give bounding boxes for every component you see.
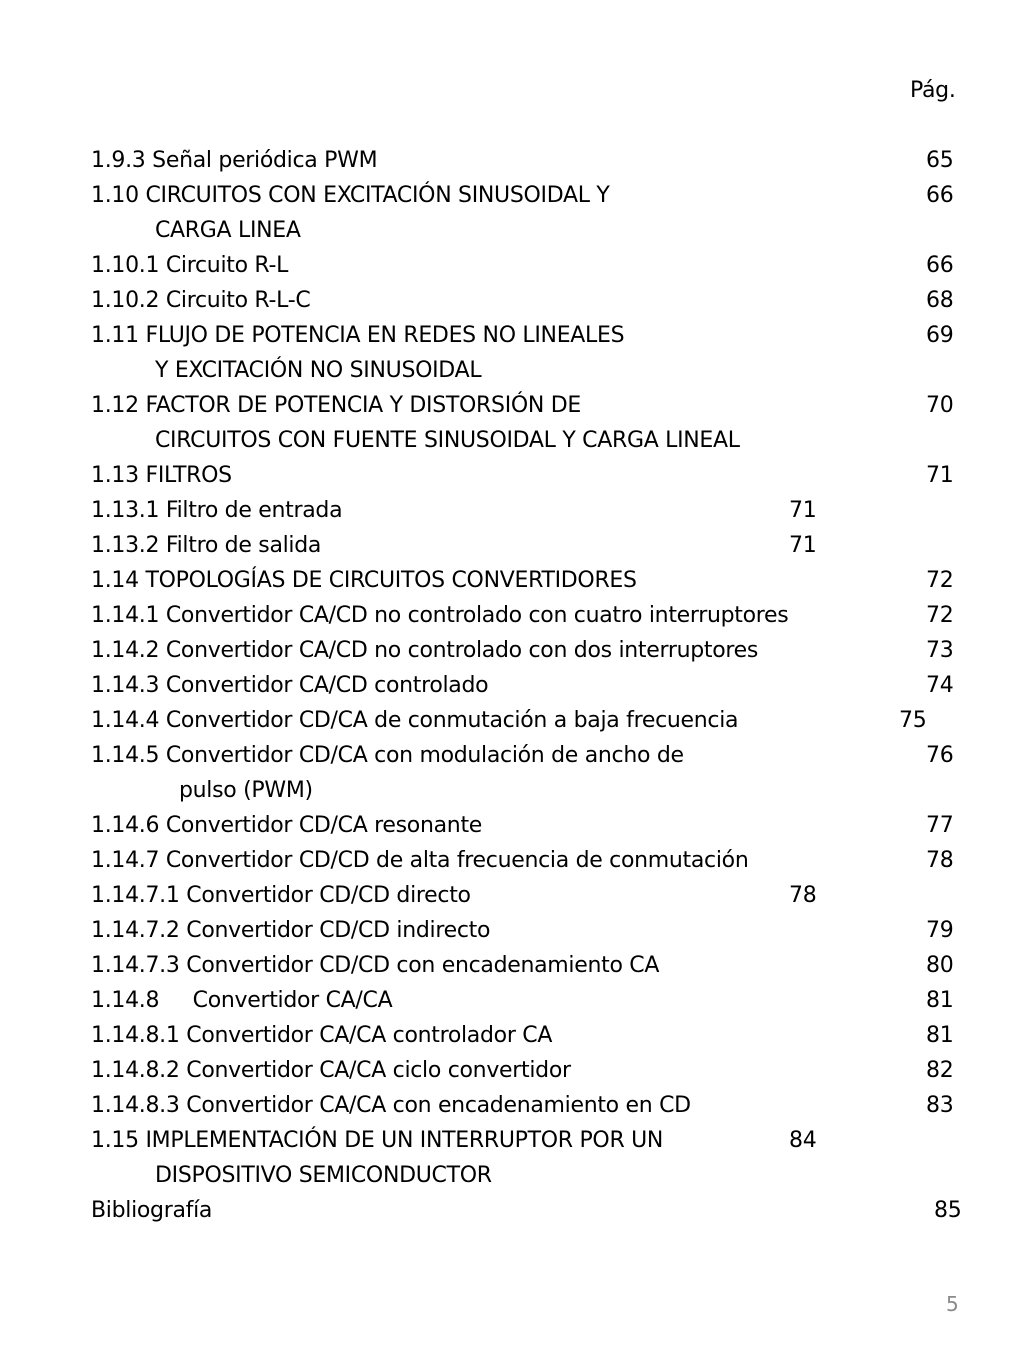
- toc-entry-page: 79: [926, 918, 954, 943]
- toc-entry-text: DISPOSITIVO SEMICONDUCTOR: [155, 1163, 492, 1188]
- toc-entry-page: 73: [926, 638, 954, 663]
- toc-entry-page: 75: [899, 708, 927, 733]
- toc-entry-text: 1.14.1 Convertidor CA/CD no controlado con cuatro interruptores: [91, 603, 789, 628]
- toc-entry-page: 72: [926, 568, 954, 593]
- toc-entry-page: 80: [926, 953, 954, 978]
- toc-entry-text: 1.10.1 Circuito R-L: [91, 253, 289, 278]
- toc-entry-text: 1.13 FILTROS: [91, 463, 232, 488]
- toc-entry-page: 71: [789, 498, 817, 523]
- toc-entry-text: 1.14.8.1 Convertidor CA/CA controlador CA: [91, 1023, 553, 1048]
- toc-entry-text: 1.13.2 Filtro de salida: [91, 533, 322, 558]
- pag-header: Pág.: [910, 78, 956, 103]
- toc-entry-page: 83: [926, 1093, 954, 1118]
- toc-entry-text: 1.14.8.2 Convertidor CA/CA ciclo convertidor: [91, 1058, 571, 1083]
- toc-entry-text: 1.14.2 Convertidor CA/CD no controlado con dos interruptores: [91, 638, 759, 663]
- toc-entry-text: 1.14.7.2 Convertidor CD/CD indirecto: [91, 918, 491, 943]
- toc-entry-page: 71: [789, 533, 817, 558]
- toc-entry-page: 65: [926, 148, 954, 173]
- toc-entry-text: 1.14.8.3 Convertidor CA/CA con encadenamiento en CD: [91, 1093, 691, 1118]
- toc-entry-text: 1.14 TOPOLOGÍAS DE CIRCUITOS CONVERTIDORES: [91, 568, 637, 593]
- toc-entry-page: 68: [926, 288, 954, 313]
- toc-entry-page: 84: [789, 1128, 817, 1153]
- toc-entry-page: 66: [926, 253, 954, 278]
- toc-entry-page: 66: [926, 183, 954, 208]
- toc-entry-text: 1.12 FACTOR DE POTENCIA Y DISTORSIÓN DE: [91, 393, 582, 418]
- toc-entry-page: 74: [926, 673, 954, 698]
- toc-entry-page: 82: [926, 1058, 954, 1083]
- toc-entry-text: 1.14.7.1 Convertidor CD/CD directo: [91, 883, 471, 908]
- toc-entry-text: 1.11 FLUJO DE POTENCIA EN REDES NO LINEALES: [91, 323, 625, 348]
- toc-entry-text: 1.14.7 Convertidor CD/CD de alta frecuencia de conmutación: [91, 848, 749, 873]
- toc-entry-text: 1.14.7.3 Convertidor CD/CD con encadenamiento CA: [91, 953, 660, 978]
- toc-entry-text: pulso (PWM): [179, 778, 313, 803]
- toc-entry-text: CIRCUITOS CON FUENTE SINUSOIDAL Y CARGA LINEAL: [155, 428, 740, 453]
- toc-entry-text: 1.14.4 Convertidor CD/CA de conmutación a baja frecuencia: [91, 708, 739, 733]
- toc-entry-text: 1.10.2 Circuito R-L-C: [91, 288, 311, 313]
- toc-entry-text: Bibliografía: [91, 1198, 213, 1223]
- toc-entry-page: 77: [926, 813, 954, 838]
- toc-entry-text: 1.10 CIRCUITOS CON EXCITACIÓN SINUSOIDAL Y: [91, 183, 610, 208]
- page-number: 5: [946, 1292, 959, 1316]
- toc-entry-page: 76: [926, 743, 954, 768]
- toc-entry-page: 69: [926, 323, 954, 348]
- toc-entry-text: 1.14.5 Convertidor CD/CA con modulación de ancho de: [91, 743, 684, 768]
- toc-entry-text: 1.14.6 Convertidor CD/CA resonante: [91, 813, 482, 838]
- toc-entry-page: 78: [789, 883, 817, 908]
- toc-entry-text: 1.9.3 Señal periódica PWM: [91, 148, 378, 173]
- toc-entry-page: 81: [926, 1023, 954, 1048]
- toc-entry-page: 70: [926, 393, 954, 418]
- toc-entry-page: 85: [934, 1198, 962, 1223]
- toc-entry-text: 1.13.1 Filtro de entrada: [91, 498, 343, 523]
- toc-entry-text: CARGA LINEA: [155, 218, 301, 243]
- toc-entry-text: 1.14.3 Convertidor CA/CD controlado: [91, 673, 489, 698]
- toc-entry-text: 1.15 IMPLEMENTACIÓN DE UN INTERRUPTOR POR UN: [91, 1128, 664, 1153]
- toc-entry-text: 1.14.8 Convertidor CA/CA: [91, 988, 393, 1013]
- toc-entry-page: 78: [926, 848, 954, 873]
- toc-entry-page: 71: [926, 463, 954, 488]
- toc-entry-text: Y EXCITACIÓN NO SINUSOIDAL: [155, 358, 482, 383]
- toc-entry-page: 81: [926, 988, 954, 1013]
- toc-entry-page: 72: [926, 603, 954, 628]
